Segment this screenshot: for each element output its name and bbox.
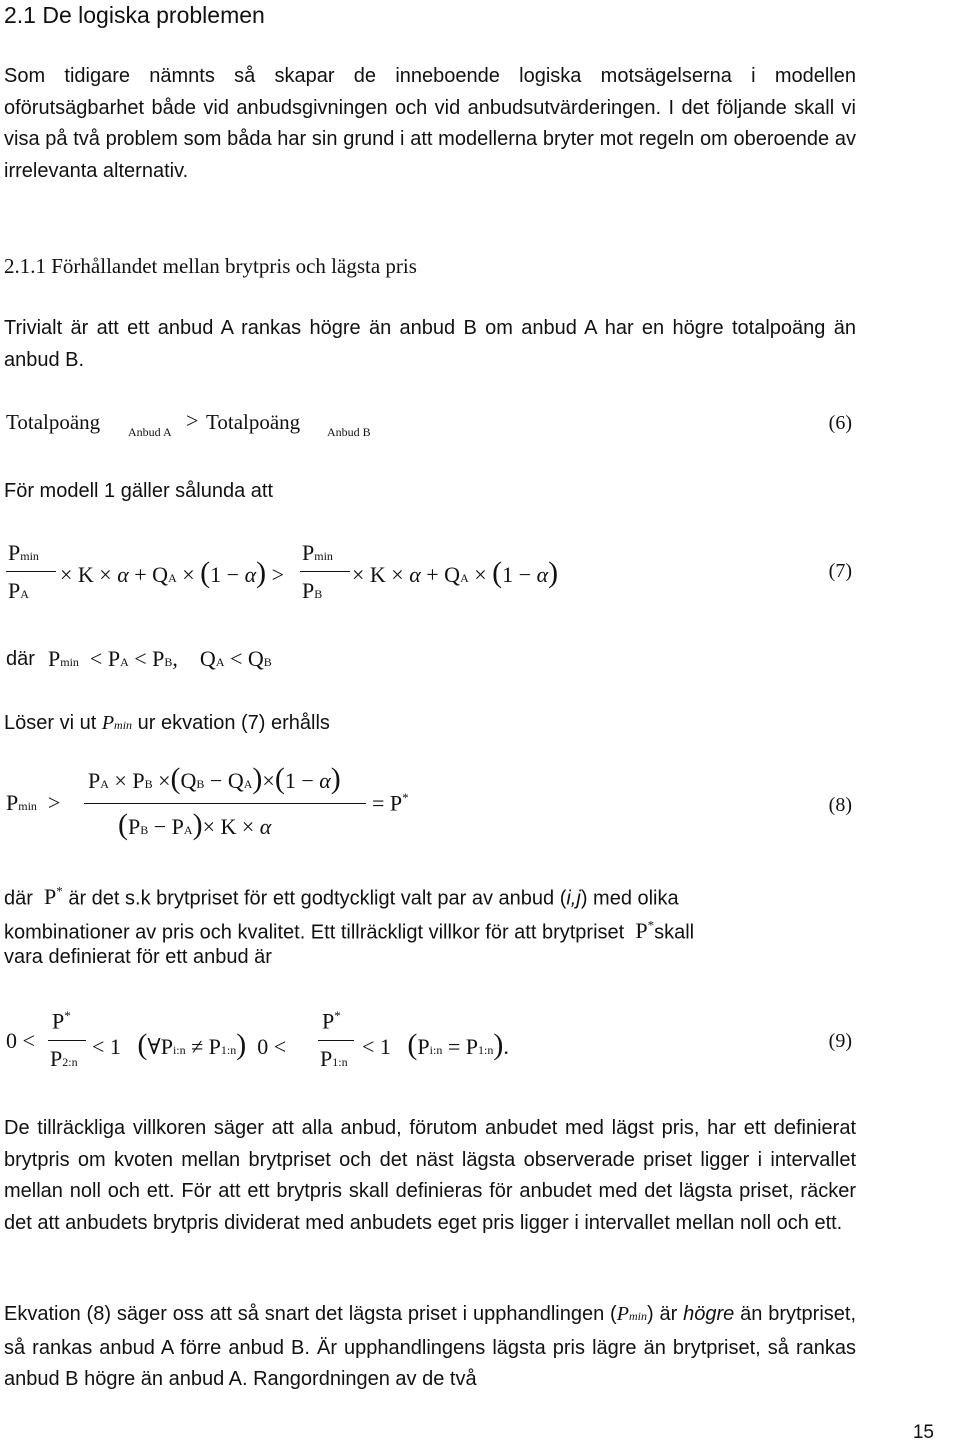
eq6-number: (6) <box>828 412 852 434</box>
eq6-rhs-sub: Anbud B <box>327 425 371 439</box>
paragraph-eq8: Ekvation (8) säger oss att så snart det lägsta priset i upphandlingen (Pmin) är högre än brytpriset, så rankas anbud A förre anbud B. Är upphandlingens lägsta pris lägre än brytpriset, så rankas anbud B högre än anbud A. Rangordningen av de två <box>4 1303 856 1390</box>
section-title: 2.1 De logiska problemen <box>4 2 265 28</box>
page-number: 15 <box>912 1422 934 1443</box>
eq6-rhs: Totalpoäng <box>206 410 301 434</box>
subsection-title: 2.1.1 Förhållandet mellan brytpris och lägsta pris <box>4 254 417 278</box>
eq6-relation: > <box>186 408 199 433</box>
paragraph-model1: För modell 1 gäller sålunda att <box>4 480 274 502</box>
paragraph-trivial: Trivialt är att ett anbud A rankas högre än anbud B om anbud A har en högre totalpoäng än anbud B. <box>4 317 856 371</box>
eq6-lhs: Totalpoäng <box>6 410 101 434</box>
eq7-number: (7) <box>828 560 852 582</box>
where-label: där <box>6 648 35 670</box>
eq9-number: (9) <box>828 1030 852 1052</box>
paragraph-solve: Löser vi ut Pmin ur ekvation (7) erhålls <box>4 712 330 734</box>
intro-paragraph: Som tidigare nämnts så skapar de inneboende logiska motsägelserna i modellen oförutsägbarhet både vid anbudsgivningen och vid anbudsutvärderingen. I det följande skall vi visa på två problem som båda har sin grund i att modellerna bryter mot regeln om oberoende av irrelevanta alternativ. <box>4 65 856 182</box>
eq8-number: (8) <box>828 794 852 816</box>
paragraph-sufficient: De tillräckliga villkoren säger att alla anbud, förutom anbudet med lägst pris, har ett definierat brytpris om kvoten mellan brytpriset och det näst lägsta observerade priset ligger i intervallet mellan noll och ett. För att ett brytpris skall definieras för anbudet med det lägsta priset, räcker det att anbudets brytpris dividerat med anbudets eget pris ligger i intervallet mellan noll och ett. <box>4 1117 856 1234</box>
eq6-lhs-sub: Anbud A <box>128 425 172 439</box>
